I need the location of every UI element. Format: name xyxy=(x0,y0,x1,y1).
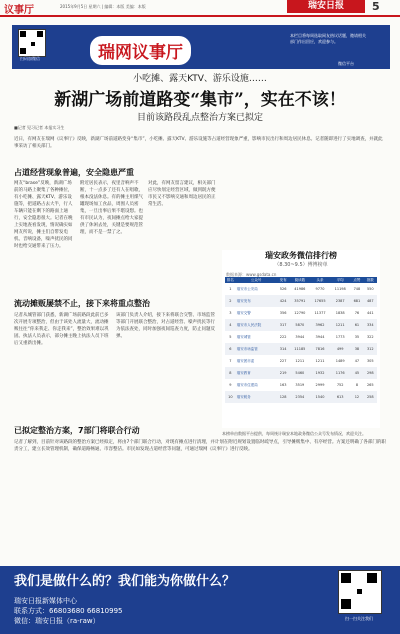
table-cell: 314 xyxy=(276,343,289,355)
table-cell: 613 xyxy=(330,391,350,403)
qr-code-icon xyxy=(338,570,382,614)
table-cell: 3944 xyxy=(315,335,325,339)
banner-tagline: 本栏目将每周选取网友热议话题，邀请相关部门作出回应，欢迎参与。 xyxy=(290,33,366,44)
account-name: 瑞安交警 xyxy=(236,310,251,315)
table-cell: 41986 xyxy=(294,287,306,291)
table-cell: 1540 xyxy=(310,391,330,403)
table-cell: 9 xyxy=(229,383,232,387)
table-header-cell: 点赞 xyxy=(350,277,363,283)
table-cell: 298 xyxy=(364,367,377,379)
table-cell: 526 xyxy=(279,287,287,291)
table-cell: 3 xyxy=(229,311,232,315)
table-cell: 9770 xyxy=(315,287,325,291)
table-row xyxy=(225,283,377,295)
account-name: 瑞安教育 xyxy=(236,367,277,379)
account-name: 瑞安市场监管 xyxy=(236,343,277,355)
dateline: 2015年9月5日 星期六 | 编辑：本版 美编：本版 xyxy=(60,4,146,9)
table-row xyxy=(225,391,377,403)
table-cell: 3962 xyxy=(310,319,330,331)
table-cell: 1489 xyxy=(335,359,345,363)
newspaper-logo: 瑞安日报 xyxy=(287,0,365,13)
page-number: 5 xyxy=(372,0,380,13)
table-header-cell: 指数 xyxy=(364,277,377,283)
table-cell: 7816 xyxy=(310,343,330,355)
table-cell: 61 xyxy=(350,319,363,331)
ad-line: 联系方式：66803680 66810995 xyxy=(14,607,123,615)
table-cell: 317 xyxy=(276,319,289,331)
table-cell: 752 xyxy=(336,383,344,387)
table-row xyxy=(225,343,377,355)
table-cell: 2 xyxy=(225,295,236,307)
table-cell: 1211 xyxy=(330,319,350,331)
account-name: 瑞安市人民法院 xyxy=(236,319,277,331)
article-kicker: 小吃摊、露天KTV、游乐设施…… xyxy=(133,74,267,84)
account-name: 瑞安市公安局 xyxy=(236,286,258,291)
table-cell: 10 xyxy=(225,391,236,403)
table-cell: 681 xyxy=(350,295,363,307)
table-cell: 7 xyxy=(229,359,232,363)
table-header-cell: 公众号 xyxy=(236,277,277,283)
ad-qr-caption: 扫一扫关注我们 xyxy=(345,616,373,621)
table-cell: 2387 xyxy=(330,295,350,307)
table-cell: 3944 xyxy=(295,335,305,339)
article-byline: ■记者 见习记者 本报实习生 xyxy=(14,125,65,130)
account-name: 瑞安税务 xyxy=(236,391,277,403)
column-banner xyxy=(12,25,390,69)
table-cell: 47 xyxy=(354,359,360,363)
table-cell: 76 xyxy=(354,311,360,315)
table-cell: 748 xyxy=(353,287,361,291)
table-cell: 219 xyxy=(276,367,289,379)
table-header-cell: 阅读数 xyxy=(290,277,310,283)
table-row xyxy=(225,295,377,307)
banner-title: 瑞网议事厅 xyxy=(90,36,191,65)
table-header-cell: 平均 xyxy=(330,277,350,283)
table-cell: 227 xyxy=(279,359,287,363)
table-cell: 12 xyxy=(350,391,363,403)
qr-code-icon xyxy=(18,29,46,57)
table-cell: 8 xyxy=(355,383,359,387)
table-header-cell: 头条 xyxy=(310,277,330,283)
table-cell: 17655 xyxy=(310,295,330,307)
ad-headline: 我们是做什么的？我们能为你做什么？ xyxy=(14,574,236,589)
table-cell: 11185 xyxy=(290,343,310,355)
wechat-ranking-chart xyxy=(222,250,380,428)
table-row xyxy=(225,355,377,367)
table-cell: 35791 xyxy=(290,295,310,307)
account-name: 瑞安城管 xyxy=(236,334,251,339)
table-cell: 1211 xyxy=(315,359,325,363)
table-cell: 1773 xyxy=(335,335,345,339)
chart-note: 本榜单由数据平台提供，每周统计瑞安本地政务微信公众号发布情况，欢迎关注。 xyxy=(222,431,366,436)
new-media-ad xyxy=(0,566,400,634)
masthead xyxy=(0,0,400,17)
table-cell: 163 xyxy=(279,383,287,387)
table-cell: 1 xyxy=(229,287,232,291)
table-row xyxy=(225,379,377,391)
table-cell: 128 xyxy=(276,391,289,403)
table-cell: 5460 xyxy=(290,367,310,379)
table-cell: 45 xyxy=(350,367,363,379)
section-1-col-3: 对此，有网友留言建议，相关部门应尽快划定经营区域，做到既方便市民又不影响交通和周边居民的正常生活。 xyxy=(148,181,216,207)
table-cell: 1176 xyxy=(330,367,350,379)
table-cell: 356 xyxy=(279,311,287,315)
table-cell: 312 xyxy=(364,343,377,355)
table-cell: 3519 xyxy=(295,383,305,387)
table-cell: 2354 xyxy=(290,391,310,403)
section-heading-3: 已拟定整治方案，7部门将联合行动 xyxy=(14,426,140,435)
section-2-col-2: 该部门负责人介绍，接下来将联合交警、市场监管等部门开展联合整治，对占道经营、噪声扰民等行为依法查处，同时加强夜间巡查力度，防止问题反弹。 xyxy=(116,313,215,339)
article-subhead: 目前该路段乱点整治方案已拟定 xyxy=(136,113,263,123)
table-cell: 334 xyxy=(364,319,377,331)
table-cell: 441 xyxy=(366,311,374,315)
table-header-cell: 发布 xyxy=(276,277,289,283)
table-cell: 4 xyxy=(225,319,236,331)
table-cell: 487 xyxy=(364,295,377,307)
section-title: 议事厅 xyxy=(4,5,34,16)
table-row xyxy=(225,307,377,319)
wechat-caption: 微信平台 xyxy=(338,61,354,66)
table-cell: 11198 xyxy=(334,287,346,291)
section-1-col-1: 网友“brase”反映，新湖广场前的马路上聚集了各种摊位，有小吃摊、露天KTV、游乐设施等，把道路占去大半，行人车辆只能在剩下的路面上通行，安全隐患很大。记者在晚上实地查看发现，情况确实如网友所说，摊主们自带发电机、音响设备，噪声扰民的同时也给交通带来了压力。 xyxy=(14,181,73,249)
account-name: 瑞安发布 xyxy=(236,295,277,307)
ad-line: 微信：瑞安日报（ra-raw） xyxy=(14,617,100,625)
table-cell: 258 xyxy=(364,391,377,403)
table-cell: 1932 xyxy=(310,367,330,379)
table-cell: 222 xyxy=(279,335,287,339)
table-row xyxy=(225,331,377,343)
table-cell: 38 xyxy=(350,343,363,355)
article-lead: 近日，有网友在瑞网《议事厅》反映，新湖广场前道路变身“集市”，小吃摊、露天KTV、游乐设施等占道经营现象严重，影响市民出行和周边居民休息。记者随即进行了实地调查，并就此事采访了相关部门。 xyxy=(14,137,383,149)
section-1-col-2: 附近居民表示，夜里音响声不断，十一点多了还有人在唱歌，根本没法休息。有的摊主用煤气罐现场加工食品，周围人员密集，一旦出事后果不堪设想。也有市民认为，夜间摊点给大家提供了休闲去处，关键是要规范管理，而不是一禁了之。 xyxy=(80,181,143,235)
table-cell: 424 xyxy=(276,295,289,307)
table-cell: 265 xyxy=(366,383,374,387)
chart-subtitle: （8.30~9.5）傅博榜单 xyxy=(274,262,328,268)
section-2-col-1: 记者从城管部门获悉，新湖广场前路段此前已多次开展专项整治，但由于该处人流量大，流动摊贩往往“你来我走、你走我来”，整治效果难以巩固。执法人员表示，部分摊主晚上执法人员下班后又重新出摊。 xyxy=(14,313,109,346)
ranking-table xyxy=(225,277,377,403)
table-cell: 5870 xyxy=(290,319,310,331)
chart-source: 数据来源：www.gsdata.cn xyxy=(226,272,277,277)
ad-contact xyxy=(14,596,122,626)
table-cell: 12790 xyxy=(294,311,306,315)
table-cell: 322 xyxy=(366,335,374,339)
table-cell: 5 xyxy=(229,335,232,339)
table-cell: 2999 xyxy=(315,383,325,387)
table-cell: 1211 xyxy=(295,359,305,363)
table-cell: 1838 xyxy=(335,311,345,315)
table-header-cell: 排名 xyxy=(226,277,234,282)
article-headline: 新湖广场前道路变“集市”，实在不该！ xyxy=(54,90,346,110)
table-cell: 35 xyxy=(354,335,360,339)
section-heading-1: 占道经营现象普遍，安全隐患严重 xyxy=(14,168,134,177)
section-heading-2: 流动摊贩屡禁不止，接下来将重点整治 xyxy=(14,299,150,308)
table-row xyxy=(225,367,377,379)
account-name: 瑞安团市委 xyxy=(236,358,255,363)
table-cell: 11377 xyxy=(314,311,326,315)
chart-title: 瑞安政务微信排行榜 xyxy=(265,251,337,260)
account-name: 瑞安市住建局 xyxy=(236,382,258,387)
ad-line: 瑞安日报新媒体中心 xyxy=(14,597,77,605)
table-cell: 550 xyxy=(366,287,374,291)
table-cell: 8 xyxy=(225,367,236,379)
qr-caption: 扫码加微信 xyxy=(20,56,40,61)
table-cell: 499 xyxy=(330,343,350,355)
table-cell: 6 xyxy=(225,343,236,355)
section-3-text: 记者了解到，目前针对该路段的整治方案已经拟定，将由7个部门联合行动，对现有摊点进行清理，并计划在附近规划设置临时疏导点，引导摊贩集中、有序经营。方案还明确了各部门的职责分工，建立长效管理机制，确保道路畅通、市容整洁。市民如发现占道经营等问题，可通过瑞网《议事厅》进行反映。 xyxy=(14,440,386,452)
table-row xyxy=(225,319,377,331)
table-cell: 305 xyxy=(366,359,374,363)
